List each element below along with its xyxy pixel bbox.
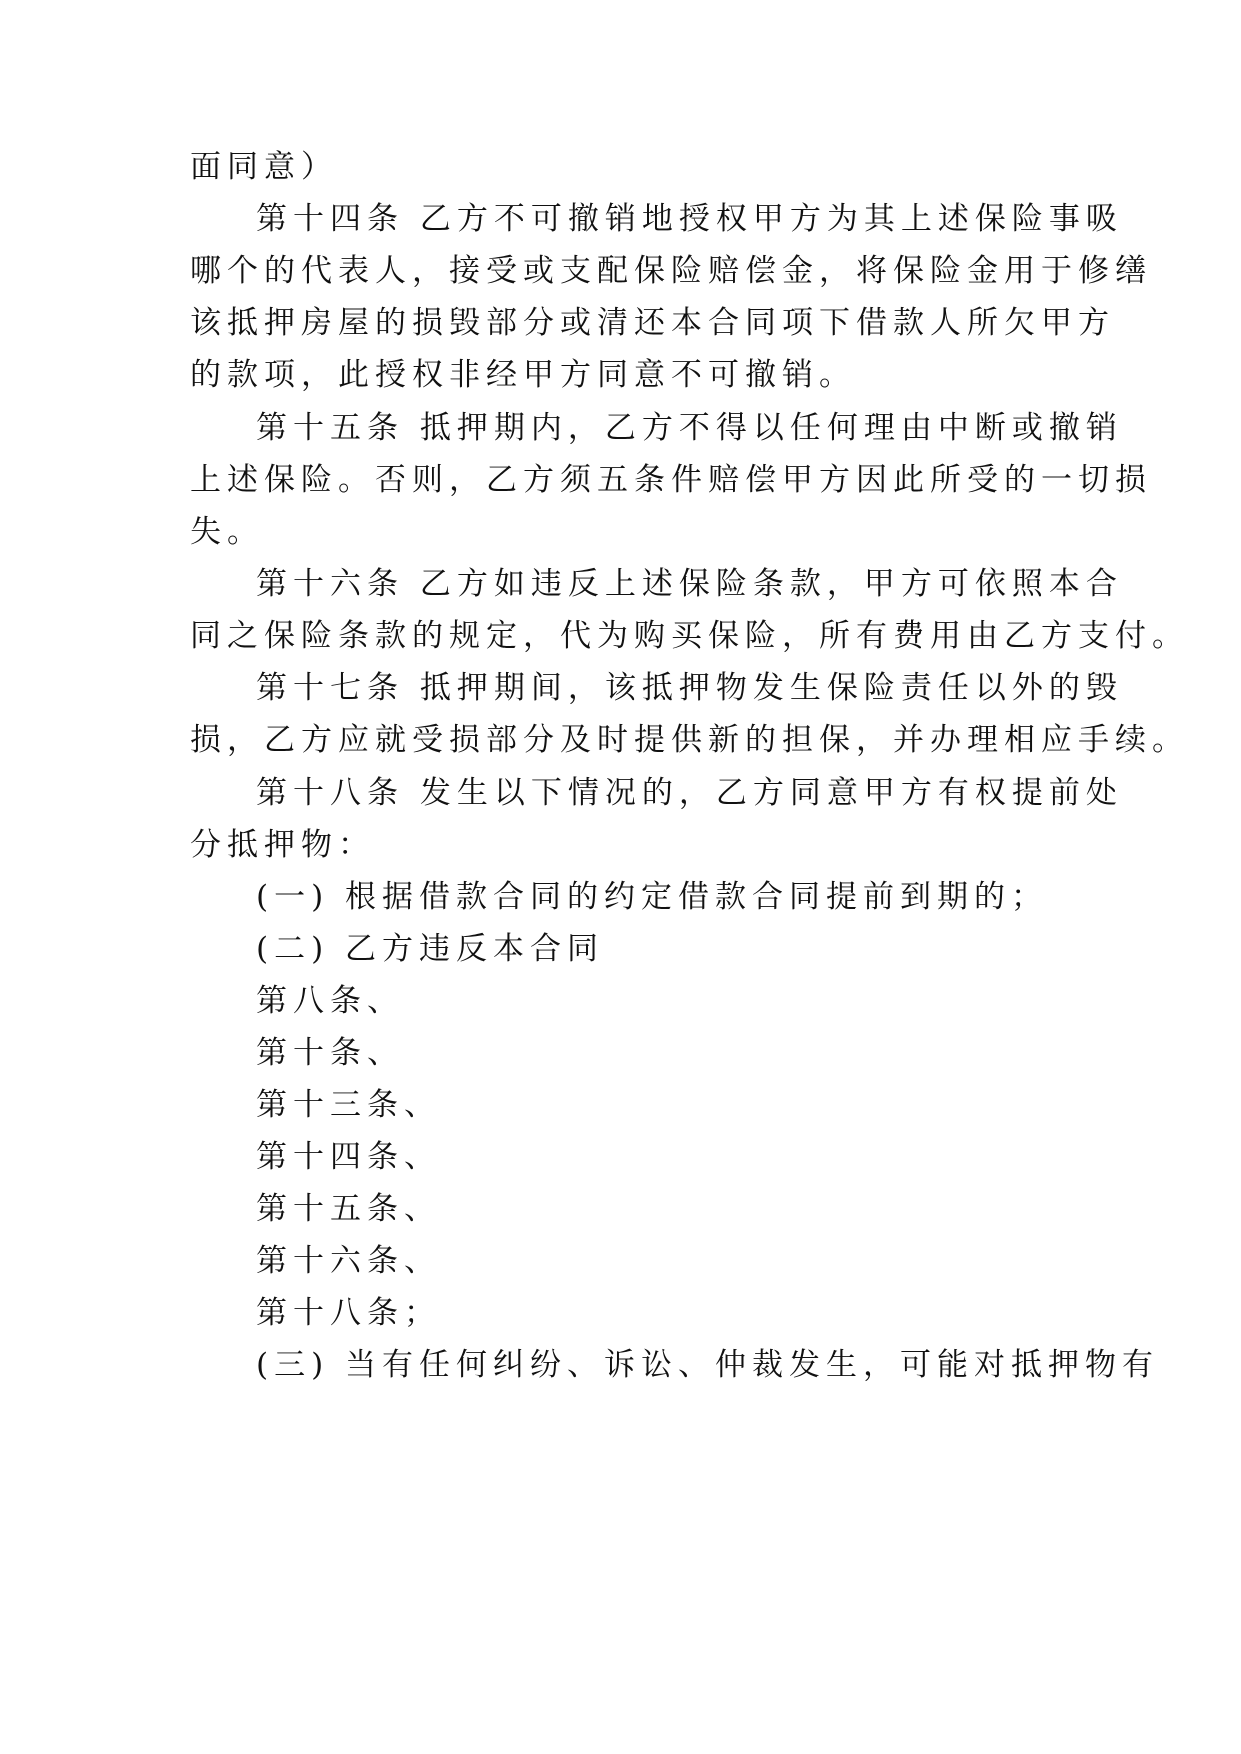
article-reference-13: 第十三条、 xyxy=(256,1087,441,1123)
list-item-2: (二) 乙方违反本合同 xyxy=(256,931,605,967)
text-line: 面同意） xyxy=(190,149,338,185)
list-item-1: (一) 根据借款合同的约定借款合同提前到期的； xyxy=(256,879,1049,915)
article-reference-15: 第十五条、 xyxy=(256,1191,441,1227)
article-14-heading-line: 第十四条 乙方不可撤销地授权甲方为其上述保险事吸 xyxy=(256,201,1123,237)
article-reference-8: 第八条、 xyxy=(256,983,404,1019)
text-line: 同之保险条款的规定，代为购买保险，所有费用由乙方支付。 xyxy=(190,618,1189,654)
text-line: 哪个的代表人，接受或支配保险赔偿金，将保险金用于修缮 xyxy=(190,253,1152,289)
text-line: 失。 xyxy=(190,514,264,550)
text-line: 的款项，此授权非经甲方同意不可撤销。 xyxy=(190,357,856,393)
article-16-heading-line: 第十六条 乙方如违反上述保险条款，甲方可依照本合 xyxy=(256,566,1123,602)
text-line: 该抵押房屋的损毁部分或清还本合同项下借款人所欠甲方 xyxy=(190,305,1115,341)
article-18-heading-line: 第十八条 发生以下情况的，乙方同意甲方有权提前处 xyxy=(256,775,1123,811)
article-reference-10: 第十条、 xyxy=(256,1035,404,1071)
text-line: 损，乙方应就受损部分及时提供新的担保，并办理相应手续。 xyxy=(190,722,1189,758)
article-15-heading-line: 第十五条 抵押期内，乙方不得以任何理由中断或撤销 xyxy=(256,410,1123,446)
article-reference-16: 第十六条、 xyxy=(256,1243,441,1279)
list-item-3: (三) 当有任何纠纷、诉讼、仲裁发生，可能对抵押物有 xyxy=(256,1347,1160,1383)
article-17-heading-line: 第十七条 抵押期间，该抵押物发生保险责任以外的毁 xyxy=(256,670,1123,706)
text-line: 上述保险。否则，乙方须五条件赔偿甲方因此所受的一切损 xyxy=(190,462,1152,498)
article-reference-14: 第十四条、 xyxy=(256,1139,441,1175)
text-line: 分抵押物： xyxy=(190,827,375,863)
article-reference-18: 第十八条； xyxy=(256,1295,441,1331)
